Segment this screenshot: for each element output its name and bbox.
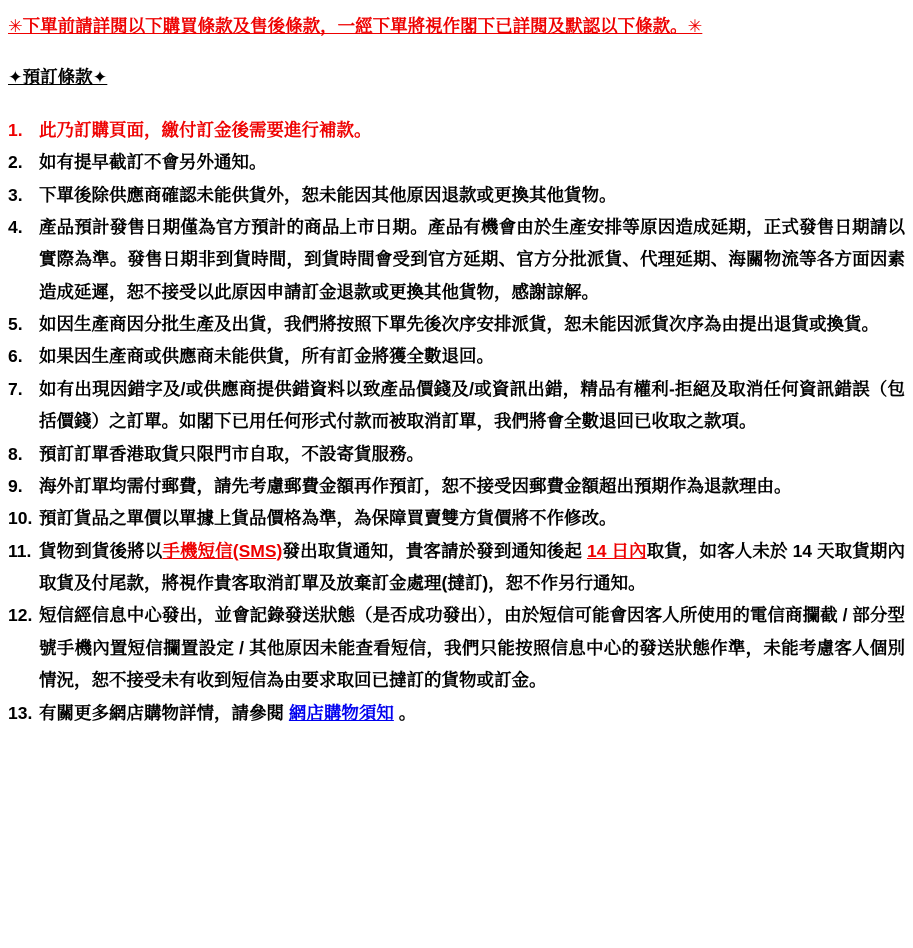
text-segment: 下單後除供應商確認未能供貨外，恕未能因其他原因退款或更換其他貨物。 xyxy=(39,184,617,205)
term-number: 9. xyxy=(8,475,23,496)
term-item-4 xyxy=(8,211,905,308)
term-text xyxy=(39,599,905,696)
term-text xyxy=(39,308,905,340)
text-segment: 發出取貨通知，貴客請於發到通知後起 xyxy=(282,540,587,561)
term-number: 12. xyxy=(8,605,33,626)
term-text xyxy=(39,502,905,534)
term-item-1 xyxy=(8,114,905,146)
text-segment: 產品預計發售日期僅為官方預計的商品上市日期。產品有機會由於生產安排等原因造成延期，正式發售日期請以實際為準。發售日期非到貨時間，到貨時間會受到官方延期、官方分批派貨、代理延期、海關物流等各方面因素造成延遲，恕不接受以此原因申請訂金退款或更換其他貨物，感謝諒解。 xyxy=(39,216,905,302)
term-text xyxy=(39,373,905,438)
text-segment: 如果因生產商或供應商未能供貨，所有訂金將獲全數退回。 xyxy=(39,346,494,367)
term-item-13 xyxy=(8,697,905,729)
term-text xyxy=(39,114,905,146)
purchase-notice-banner: ✳下單前請詳閱以下購買條款及售後條款，一經下單將視作閣下已詳閱及默認以下條款。✳ xyxy=(8,16,703,36)
term-item-3 xyxy=(8,179,905,211)
text-segment: 貨物到貨後將以 xyxy=(39,540,163,561)
term-text xyxy=(39,535,905,600)
term-number: 13. xyxy=(8,702,33,723)
section-title-preorder-terms: ✦預訂條款✦ xyxy=(8,67,108,88)
term-item-2 xyxy=(8,146,905,178)
highlighted-text-segment: 14 日內 xyxy=(586,540,647,561)
text-segment: 預訂訂單香港取貨只限門市自取，不設寄貨服務。 xyxy=(39,443,424,464)
term-text xyxy=(39,438,905,470)
term-item-12 xyxy=(8,599,905,696)
term-item-5 xyxy=(8,308,905,340)
term-number: 8. xyxy=(8,443,23,464)
terms-list xyxy=(8,114,905,729)
highlighted-text-segment: 手機短信(SMS) xyxy=(162,540,283,561)
term-text xyxy=(39,340,905,372)
text-segment: 有關更多網店購物詳情，請參閱 xyxy=(39,702,289,723)
term-item-6 xyxy=(8,340,905,372)
term-item-11 xyxy=(8,535,905,600)
text-segment: 如因生產商因分批生產及出貨，我們將按照下單先後次序安排派貨，恕未能因派貨次序為由提出退貨或換貨。 xyxy=(39,314,879,334)
term-number: 6. xyxy=(8,346,23,367)
term-text xyxy=(39,146,905,178)
text-segment: 海外訂單均需付郵費，請先考慮郵費金額再作預訂，恕不接受因郵費金額超出預期作為退款理由。 xyxy=(39,475,792,496)
red-text-segment: 此乃訂購頁面，繳付訂金後需要進行補款。 xyxy=(39,119,372,140)
term-item-10 xyxy=(8,502,905,534)
term-text xyxy=(39,470,905,502)
text-segment: 如有出現因錯字及/或供應商提供錯資料以致產品價錢及/或資訊出錯，精品有權利-拒絕及取消任何資訊錯誤（包括價錢）之訂單。如閣下已用任何形式付款而被取消訂單，我們將會全數退回已收取之款項。 xyxy=(39,378,905,432)
term-item-9 xyxy=(8,470,905,502)
term-text xyxy=(39,179,905,211)
text-segment: 取貨，如客人未於 14 天取貨期內取貨及付尾款，將視作貴客取消訂單及放棄訂金處理(撻訂)，恕不作另行通知。 xyxy=(39,540,905,593)
term-number: 5. xyxy=(8,314,23,334)
term-number: 11. xyxy=(8,540,32,561)
term-item-8 xyxy=(8,438,905,470)
text-segment: 預訂貨品之單價以單據上貨品價格為準，為保障買賣雙方貨價將不作修改。 xyxy=(39,508,617,529)
text-segment: 。 xyxy=(393,702,417,723)
term-number: 2. xyxy=(8,152,23,173)
term-number: 3. xyxy=(8,184,23,205)
text-segment: 短信經信息中心發出，並會記錄發送狀態（是否成功發出），由於短信可能會因客人所使用的電信商攔截 / 部分型號手機內置短信攔置設定 / 其他原因未能查看短信，我們只能按照信息中心的發送狀態作準，未能考慮客人個別情況，恕不接受未有收到短信為由要求取回已撻訂的貨物或訂金。 xyxy=(39,605,905,691)
term-item-7 xyxy=(8,373,905,438)
text-segment: 如有提早截訂不會另外通知。 xyxy=(39,152,267,173)
term-text xyxy=(39,211,905,308)
term-number: 10. xyxy=(8,508,33,529)
term-number: 7. xyxy=(8,378,23,399)
term-number: 4. xyxy=(8,216,23,237)
term-number: 1. xyxy=(8,119,23,140)
store-shopping-guide-link[interactable]: 網店購物須知 xyxy=(288,702,394,723)
term-text xyxy=(39,697,905,729)
